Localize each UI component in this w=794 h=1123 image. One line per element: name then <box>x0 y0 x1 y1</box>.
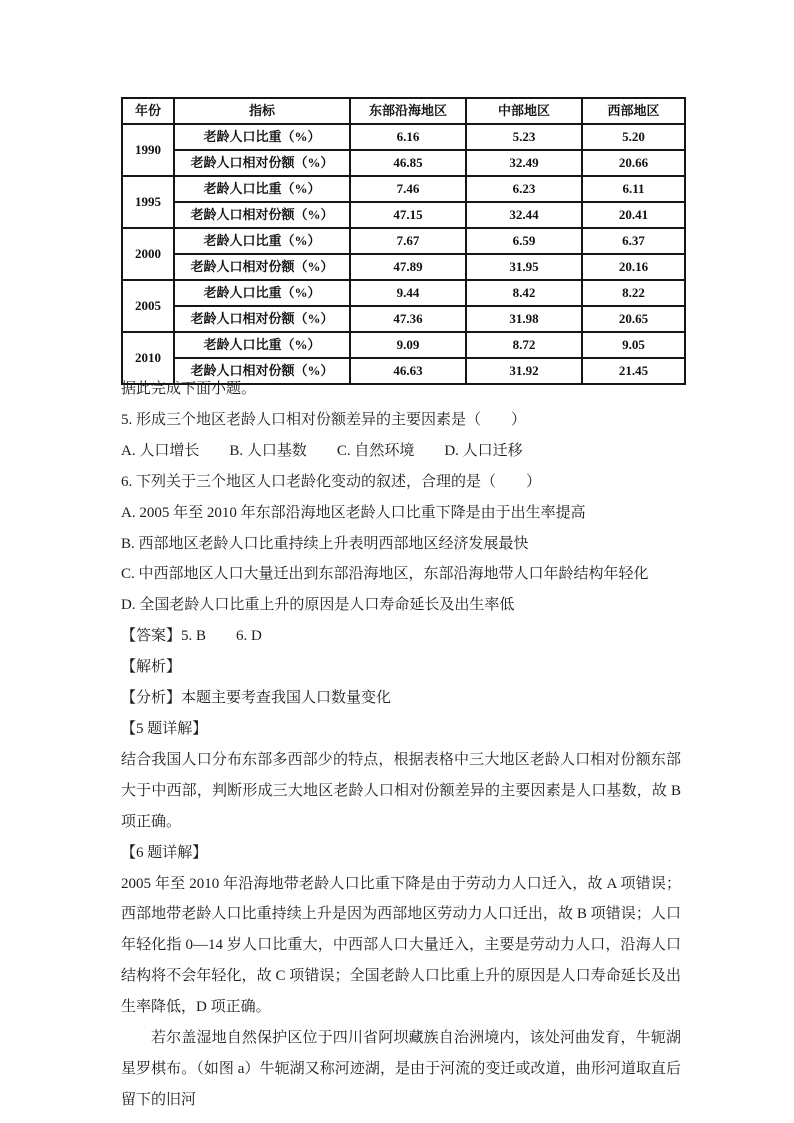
question-5-options: A. 人口增长 B. 人口基数 C. 自然环境 D. 人口迁移 <box>121 442 523 459</box>
answer-line: 【答案】5. B 6. D <box>121 628 262 645</box>
value-cell: 46.63 <box>350 358 466 384</box>
value-cell: 8.22 <box>582 280 685 306</box>
indicator-cell: 老龄人口比重（%） <box>174 124 350 150</box>
population-aging-table <box>121 97 686 385</box>
table-row <box>122 306 685 332</box>
indicator-cell: 老龄人口相对份额（%） <box>174 306 350 332</box>
value-cell: 7.46 <box>350 176 466 202</box>
indicator-cell: 老龄人口相对份额（%） <box>174 202 350 228</box>
document-body <box>121 374 681 1116</box>
value-cell: 47.36 <box>350 306 466 332</box>
value-cell: 8.72 <box>466 332 582 358</box>
detail-5-text: 结合我国人口分布东部多西部少的特点，根据表格中三大地区老龄人口相对份额东部大于中西部，判断形成三大地区老龄人口相对份额差异的主要因素是人口基数，故 B 项正确。 <box>121 751 681 830</box>
question-6-option-b: B. 西部地区老龄人口比重持续上升表明西部地区经济发展最快 <box>121 535 529 552</box>
passage-text: 若尔盖湿地自然保护区位于四川省阿坝藏族自治洲境内，该处河曲发育，牛轭湖星罗棋布。（如图 a）牛轭湖又称河迹湖，是由于河流的变迁或改道，曲形河道取直后留下的旧河 <box>121 1030 681 1108</box>
value-cell: 20.65 <box>582 306 685 332</box>
header-central: 中部地区 <box>466 98 582 124</box>
value-cell: 6.16 <box>350 124 466 150</box>
table-row <box>122 202 685 228</box>
question-6: 6. 下列关于三个地区人口老龄化变动的叙述，合理的是（ ） <box>121 473 542 490</box>
detail-5-header: 【5 题详解】 <box>121 720 208 737</box>
value-cell: 5.20 <box>582 124 685 150</box>
header-west: 西部地区 <box>582 98 685 124</box>
table-row <box>122 176 685 202</box>
value-cell: 6.23 <box>466 176 582 202</box>
value-cell: 31.92 <box>466 358 582 384</box>
value-cell: 5.23 <box>466 124 582 150</box>
table-row <box>122 254 685 280</box>
value-cell: 20.41 <box>582 202 685 228</box>
year-cell: 1990 <box>122 124 174 176</box>
value-cell: 8.42 <box>466 280 582 306</box>
table-row <box>122 280 685 306</box>
value-cell: 9.09 <box>350 332 466 358</box>
year-cell: 2000 <box>122 228 174 280</box>
value-cell: 20.16 <box>582 254 685 280</box>
indicator-cell: 老龄人口相对份额（%） <box>174 150 350 176</box>
table-row <box>122 332 685 358</box>
year-cell: 1995 <box>122 176 174 228</box>
analysis-text: 【分析】本题主要考查我国人口数量变化 <box>121 690 392 707</box>
indicator-cell: 老龄人口比重（%） <box>174 280 350 306</box>
header-year: 年份 <box>122 98 174 124</box>
value-cell: 21.45 <box>582 358 685 384</box>
question-5: 5. 形成三个地区老龄人口相对份额差异的主要因素是（ ） <box>121 411 527 428</box>
year-cell: 2005 <box>122 280 174 332</box>
value-cell: 32.44 <box>466 202 582 228</box>
table-row <box>122 124 685 150</box>
value-cell: 9.44 <box>350 280 466 306</box>
table-row <box>122 228 685 254</box>
analysis-header: 【解析】 <box>121 659 182 676</box>
value-cell: 31.95 <box>466 254 582 280</box>
header-indicator: 指标 <box>174 98 350 124</box>
indicator-cell: 老龄人口比重（%） <box>174 228 350 254</box>
year-cell: 2010 <box>122 332 174 384</box>
value-cell: 6.11 <box>582 176 685 202</box>
value-cell: 20.66 <box>582 150 685 176</box>
question-6-option-c: C. 中西部地区人口大量迁出到东部沿海地区，东部沿海地带人口年龄结构年轻化 <box>121 566 649 583</box>
value-cell: 31.98 <box>466 306 582 332</box>
indicator-cell: 老龄人口比重（%） <box>174 176 350 202</box>
intro-text: 据此完成下面小题。 <box>121 381 257 397</box>
detail-6-header: 【6 题详解】 <box>121 844 208 861</box>
table-row <box>122 150 685 176</box>
detail-6-text: 2005 年至 2010 年沿海地带老龄人口比重下降是由于劳动力人口迁入，故 A 项错误；西部地带老龄人口比重持续上升是因为西部地区劳动力人口迁出，故 B 项错误；人口年轻化指 0—14 岁人口比重大，中西部人口大量迁入，主要是劳动力人口，沿海人口结构将不会年轻化，故 C 项错误；全国老龄人口比重上升的原因是人口寿命延长及出生率降低，D 项正确。 <box>121 875 681 1016</box>
value-cell: 46.85 <box>350 150 466 176</box>
value-cell: 6.59 <box>466 228 582 254</box>
indicator-cell: 老龄人口比重（%） <box>174 332 350 358</box>
header-east-coastal: 东部沿海地区 <box>350 98 466 124</box>
value-cell: 47.89 <box>350 254 466 280</box>
value-cell: 6.37 <box>582 228 685 254</box>
value-cell: 32.49 <box>466 150 582 176</box>
value-cell: 47.15 <box>350 202 466 228</box>
question-6-option-d: D. 全国老龄人口比重上升的原因是人口寿命延长及出生率低 <box>121 597 515 614</box>
value-cell: 9.05 <box>582 332 685 358</box>
indicator-cell: 老龄人口相对份额（%） <box>174 358 350 384</box>
table-header-row <box>122 98 685 124</box>
question-6-option-a: A. 2005 年至 2010 年东部沿海地区老龄人口比重下降是由于出生率提高 <box>121 504 586 521</box>
value-cell: 7.67 <box>350 228 466 254</box>
indicator-cell: 老龄人口相对份额（%） <box>174 254 350 280</box>
